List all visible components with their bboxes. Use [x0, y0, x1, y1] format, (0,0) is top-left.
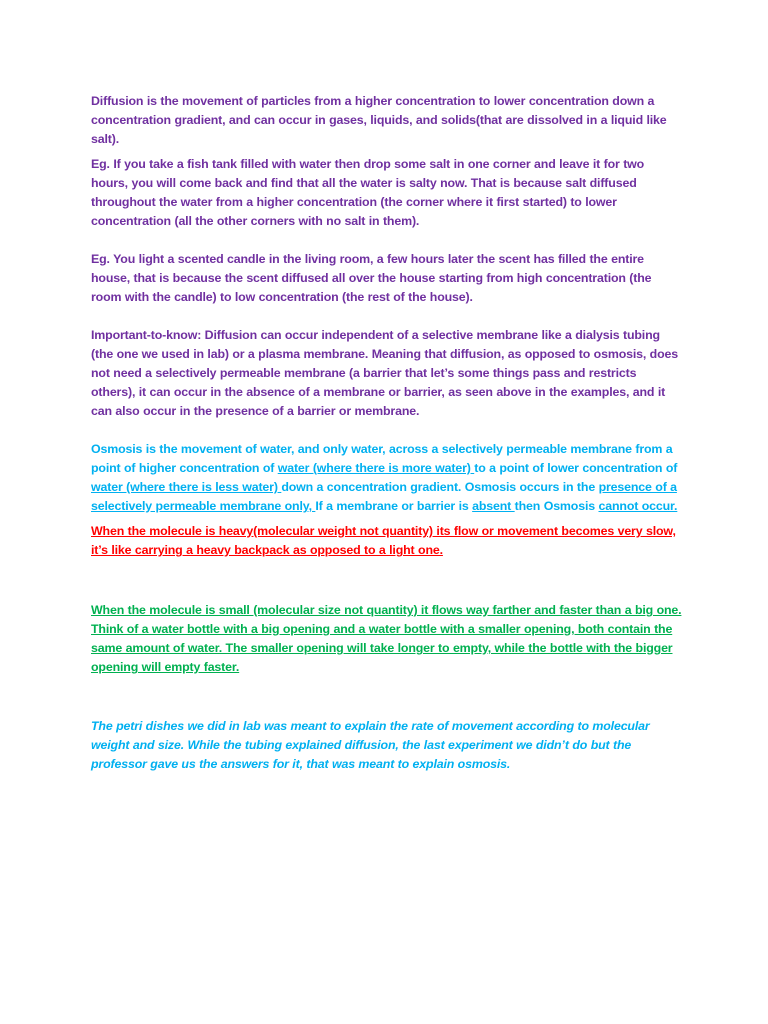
important-to-know-paragraph: Important-to-know: Diffusion can occur independent of a selective membrane like a dialysis tubing (the one we used in lab) or a plasma membrane. Meaning that diffusion, as opposed to osmosis, does not need a selectively permeable membrane (a barrier that let’s some things pass and restricts others), it can occur in the absence of a membrane or barrier, as seen above in the examples, and it can also occur in the presence of a barrier or membrane. — [91, 328, 678, 418]
osmosis-text-1: Osmosis is the movement of water, and only water, across a selectively permeable membrane from a point of higher concentration of — [91, 442, 673, 475]
osmosis-text-2: to a point of lower concentration of — [474, 461, 678, 475]
small-molecule-paragraph: When the molecule is small (molecular size not quantity) it flows way farther and faster than a big one. Think of a water bottle with a big opening and a water bottle with a smaller opening, both contain the same amount of water. The smaller opening will take longer to empty, while the bottle with the bigger opening will empty faster. — [91, 603, 682, 674]
osmosis-underline-4: absent — [472, 499, 515, 513]
osmosis-underline-1: water (where there is more water) — [277, 461, 475, 475]
candle-example-paragraph: Eg. You light a scented candle in the living room, a few hours later the scent has filled the entire house, that is because the scent diffused all over the house starting from high concentration (the room with the candle) to low concentration (the rest of the house). — [91, 252, 652, 304]
petri-dish-paragraph: The petri dishes we did in lab was meant to explain the rate of movement according to molecular weight and size. While the tubing explained diffusion, the last experiment we didn’t do but the professor gave us the answers for it, that was meant to explain osmosis. — [91, 719, 650, 771]
osmosis-definition-paragraph — [91, 440, 683, 516]
osmosis-underline-5: cannot occur. — [598, 499, 678, 513]
osmosis-underline-2: water (where there is less water) — [91, 480, 282, 494]
fish-tank-example-paragraph: Eg. If you take a fish tank filled with water then drop some salt in one corner and leave it for two hours, you will come back and find that all the water is salty now. That is because salt diffused throughout the water from a higher concentration (the corner where it first started) to lower concentration (all the other corners with no salt in them). — [91, 157, 645, 228]
osmosis-text-3: down a concentration gradient. Osmosis occurs in the — [281, 480, 599, 494]
diffusion-definition-paragraph: Diffusion is the movement of particles from a higher concentration to lower concentration down a concentration gradient, and can occur in gases, liquids, and solids(that are dissolved in a liquid like salt). — [91, 94, 667, 146]
heavy-molecule-paragraph: When the molecule is heavy(molecular weight not quantity) its flow or movement becomes very slow, it’s like carrying a heavy backpack as opposed to a light one. — [91, 524, 676, 557]
osmosis-underline-3: presence of a selectively permeable membrane only, — [91, 480, 677, 513]
document-body — [91, 92, 683, 774]
osmosis-text-4: If a membrane or barrier is — [315, 499, 473, 513]
osmosis-text-5: then Osmosis — [514, 499, 599, 513]
